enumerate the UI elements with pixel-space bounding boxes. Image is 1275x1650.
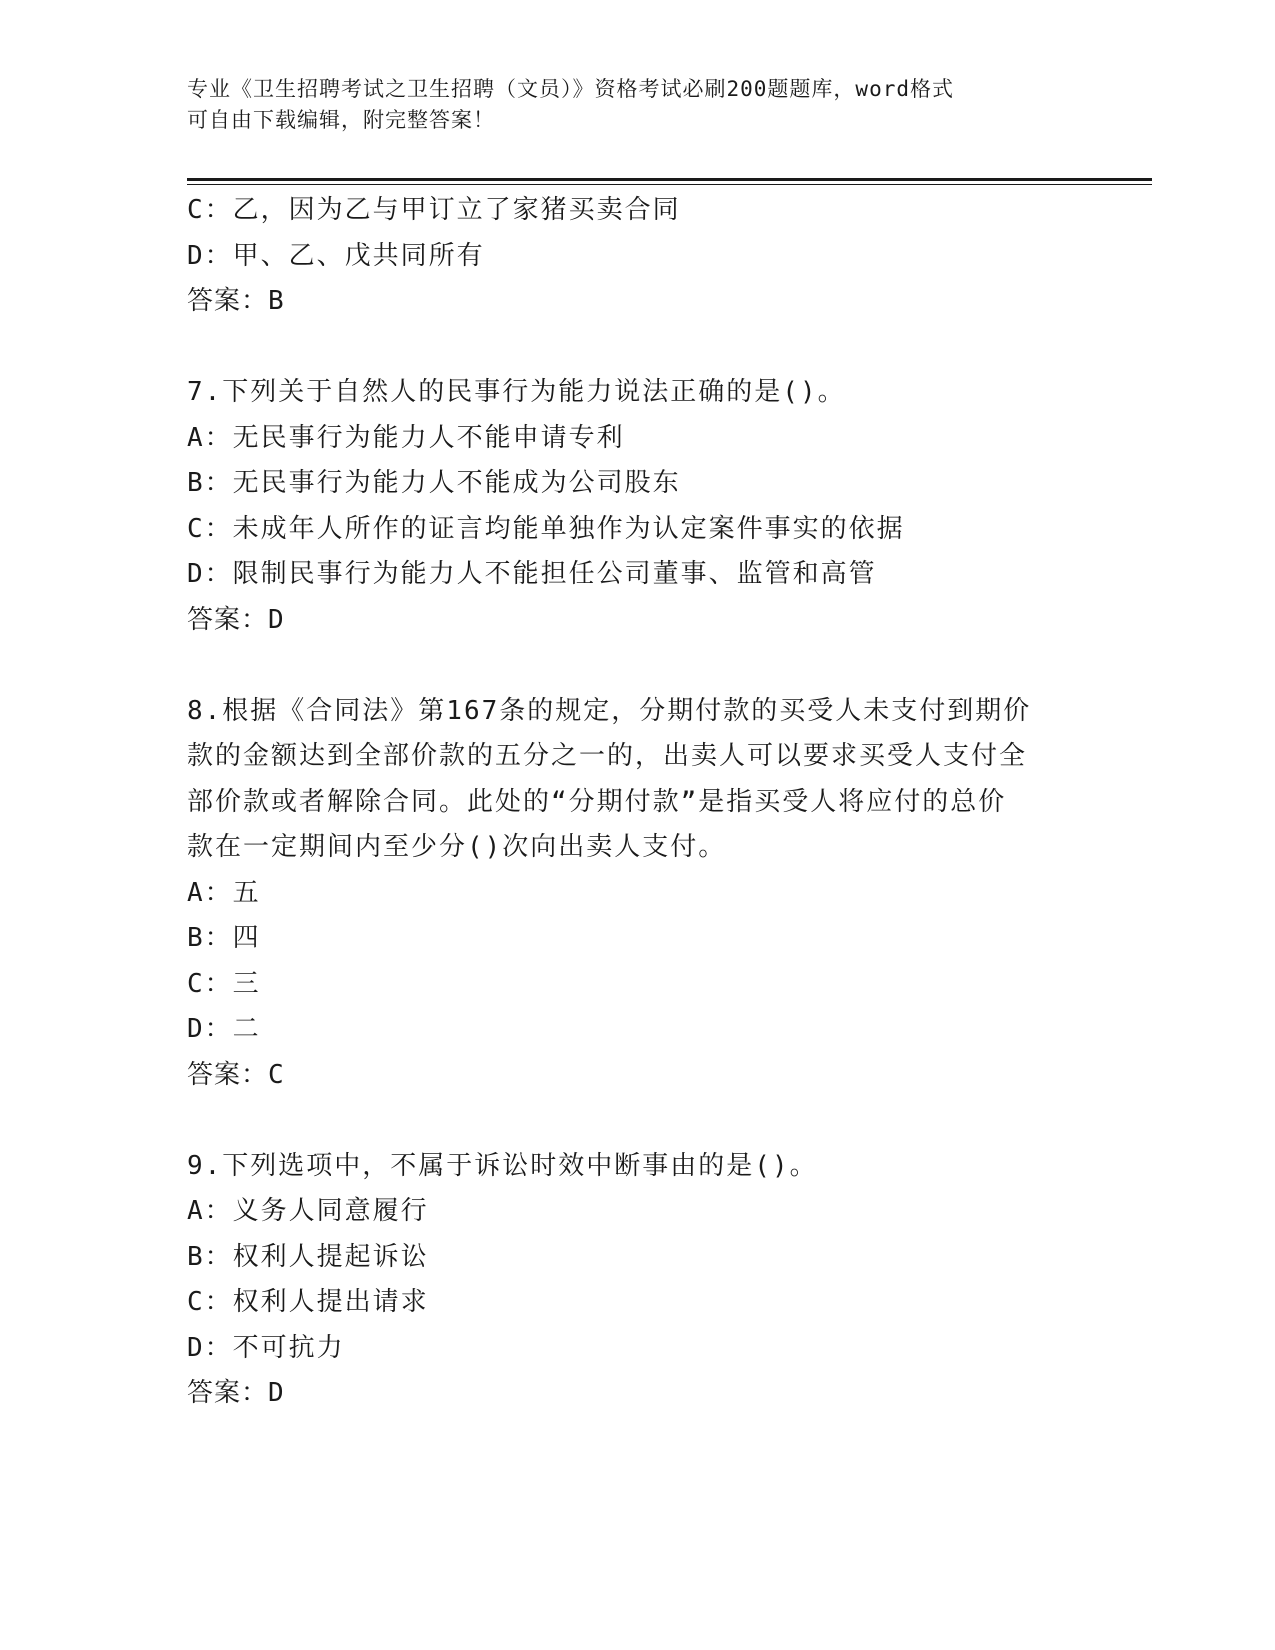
answer-line: 答案：B: [187, 286, 285, 316]
document-header: [187, 74, 1067, 136]
question-text: 9.下列选项中，不属于诉讼时效中断事由的是()。: [187, 1150, 818, 1181]
header-title-line-1: 专业《卫生招聘考试之卫生招聘（文员）》资格考试必刷200题题库，word格式: [187, 77, 954, 101]
question-text-line: 8.根据《合同法》第167条的规定，分期付款的买受人未支付到期价: [187, 695, 1032, 726]
option-a: A：无民事行为能力人不能申请专利: [187, 422, 625, 453]
spacer: [187, 643, 1067, 689]
question-7: [187, 370, 1067, 643]
option-a: A：五: [187, 877, 261, 908]
question-text: 7.下列关于自然人的民事行为能力说法正确的是()。: [187, 377, 846, 407]
answer-line: 答案：D: [187, 1378, 285, 1408]
question-6-continued: [187, 188, 1067, 325]
question-text-line: 部价款或者解除合同。此处的“分期付款”是指买受人将应付的总价: [187, 786, 1007, 817]
header-divider-thick: [187, 178, 1152, 181]
question-list: [187, 188, 1067, 1417]
question-text-line: 款的金额达到全部价款的五分之一的，出卖人可以要求买受人支付全: [187, 741, 1028, 771]
answer-line: 答案：C: [187, 1059, 285, 1090]
option-c: C：三: [187, 968, 261, 999]
option-d: D：甲、乙、戊共同所有: [187, 240, 485, 271]
answer-line: 答案：D: [187, 604, 285, 635]
option-d: D：限制民事行为能力人不能担任公司董事、监管和高管: [187, 559, 877, 589]
spacer: [187, 1098, 1067, 1144]
option-c: C：权利人提出请求: [187, 1287, 429, 1317]
option-d: D：不可抗力: [187, 1332, 345, 1363]
option-c: C：乙，因为乙与甲订立了家猪买卖合同: [187, 195, 681, 225]
option-b: B：无民事行为能力人不能成为公司股东: [187, 468, 681, 498]
question-9: [187, 1144, 1067, 1417]
header-divider-thin: [187, 184, 1152, 185]
option-b: B：四: [187, 923, 261, 953]
option-b: B：权利人提起诉讼: [187, 1241, 429, 1272]
option-c: C：未成年人所作的证言均能单独作为认定案件事实的依据: [187, 513, 905, 544]
question-text-line: 款在一定期间内至少分()次向出卖人支付。: [187, 832, 727, 862]
header-title-line-2: 可自由下载编辑，附完整答案！: [187, 108, 495, 132]
question-8: [187, 689, 1067, 1099]
option-a: A：义务人同意履行: [187, 1196, 429, 1226]
spacer: [187, 325, 1067, 371]
option-d: D：二: [187, 1014, 261, 1044]
